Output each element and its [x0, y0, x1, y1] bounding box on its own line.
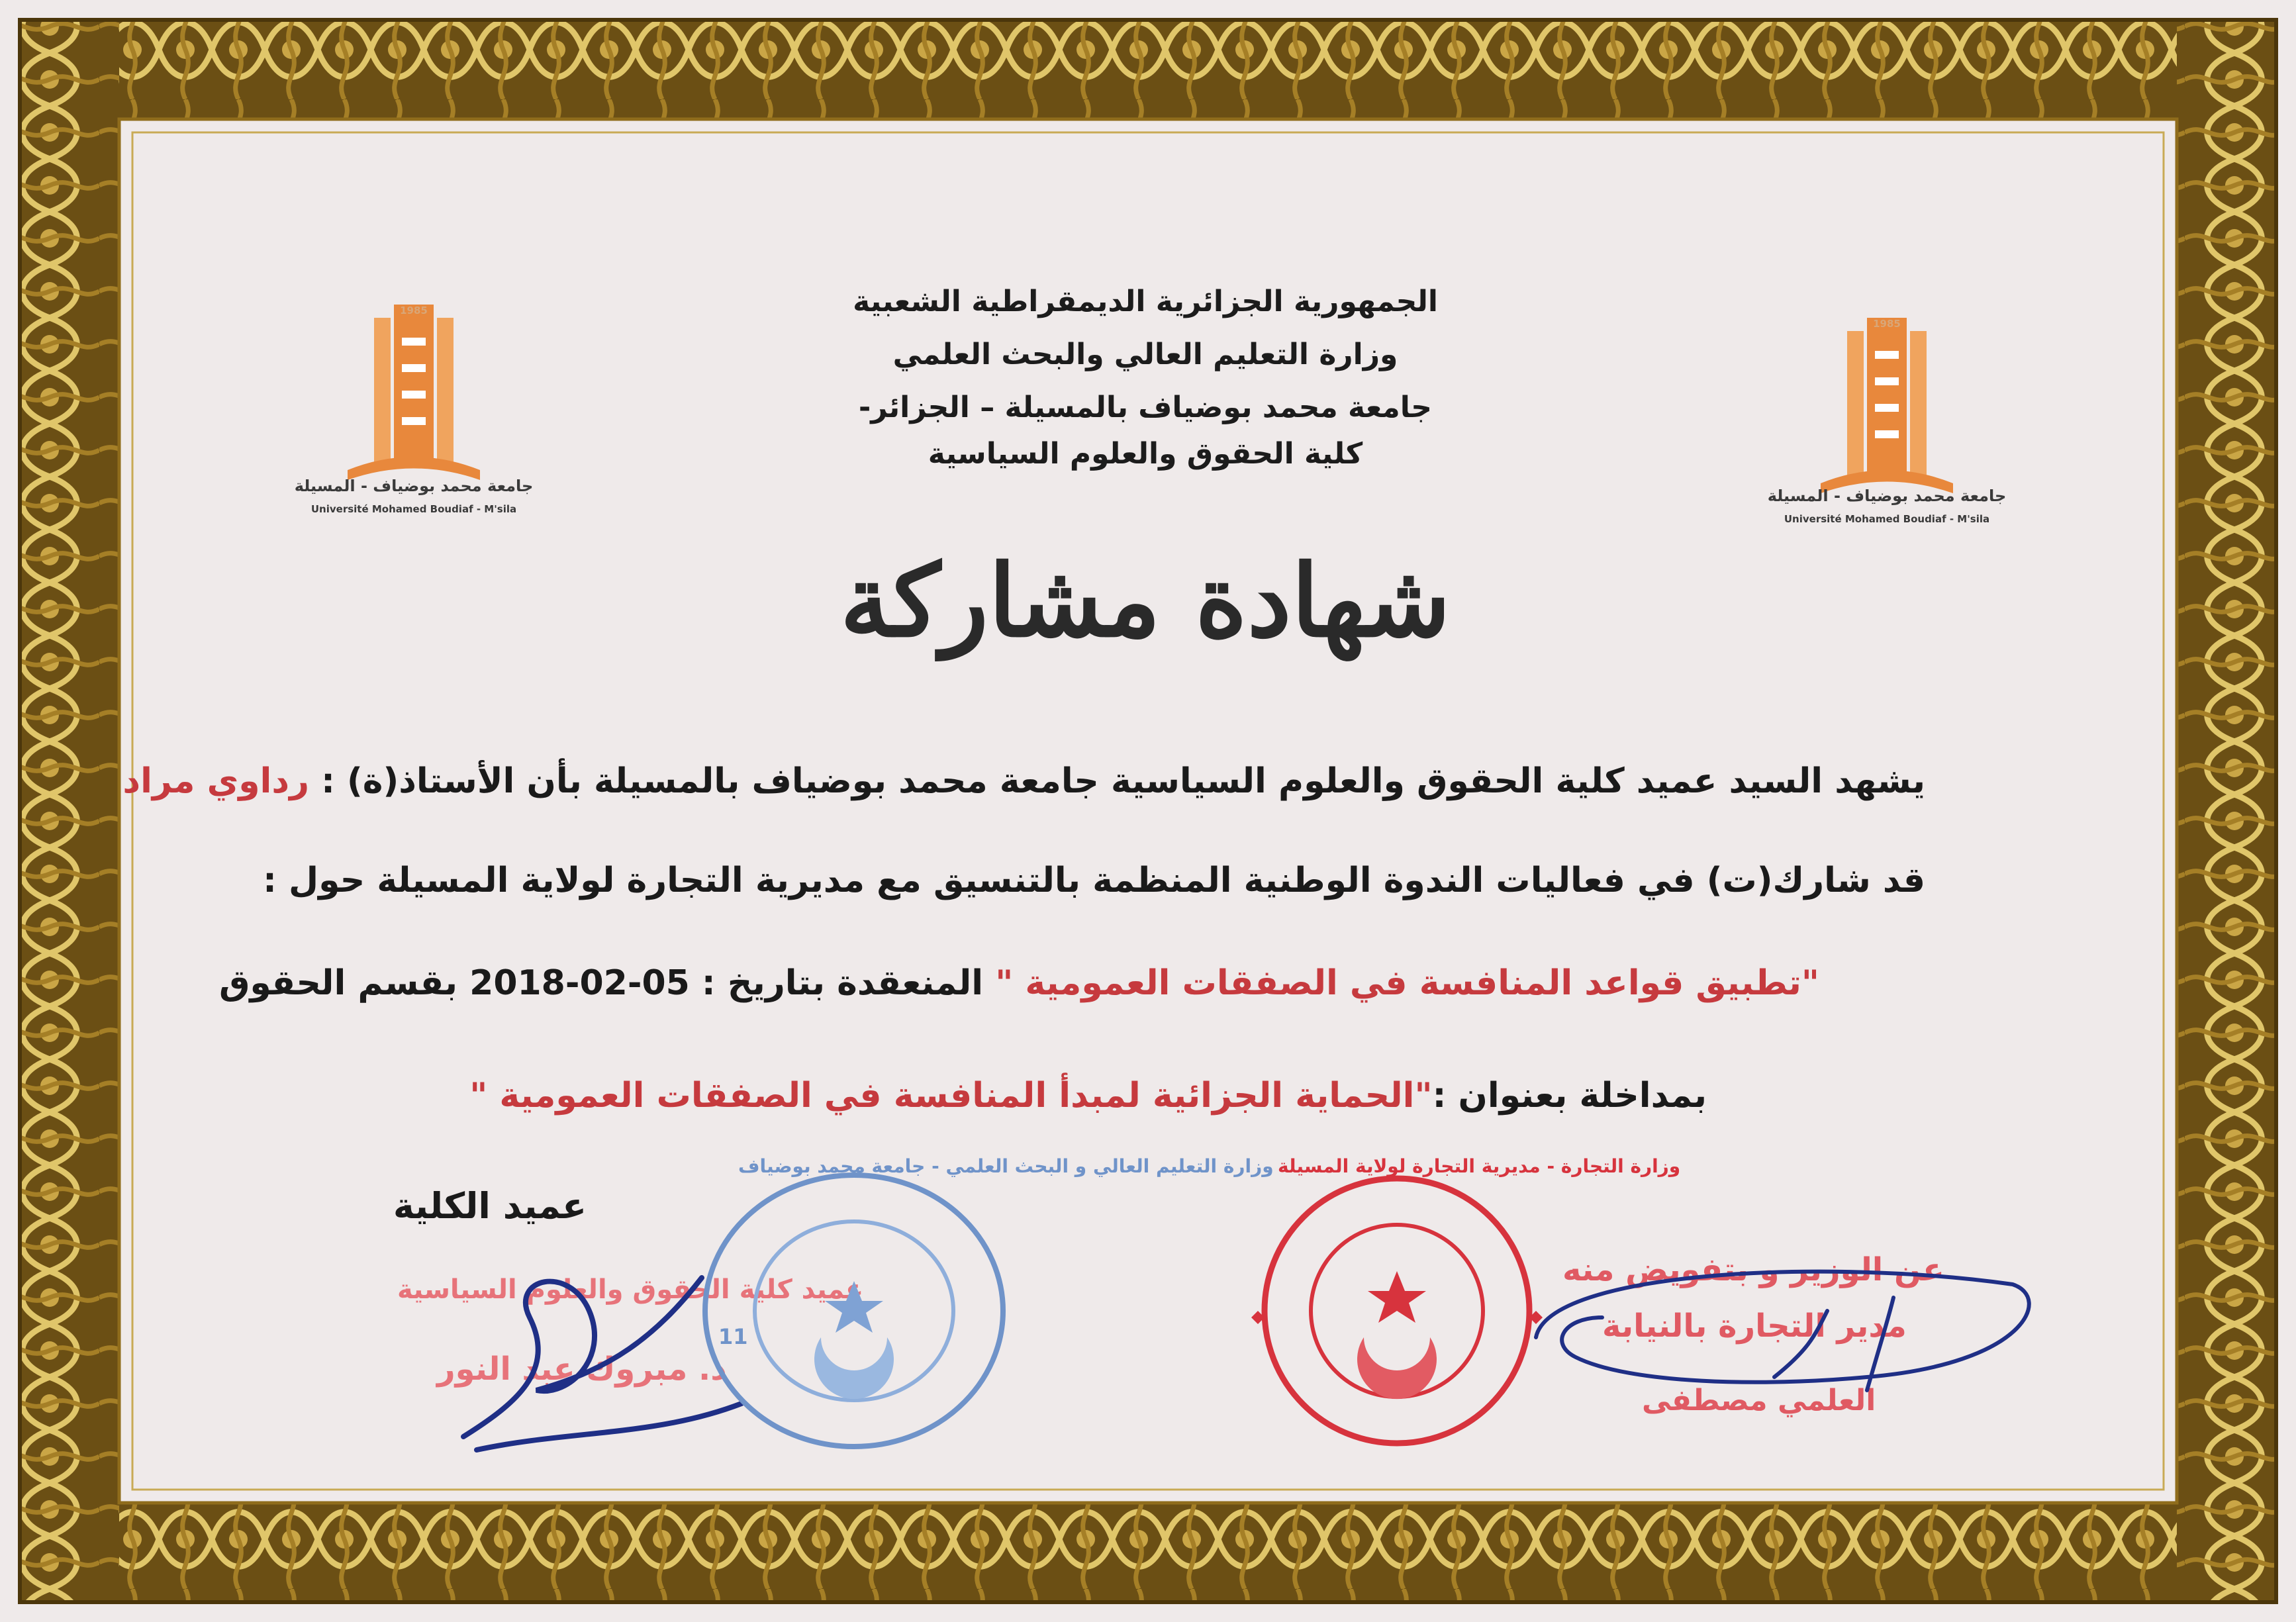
body-line-1 [122, 761, 1925, 801]
logo-name-fr-left: Université Mohamed Boudiaf - M'sila [311, 503, 517, 515]
minister-delegation: عن الوزير و بتفويض منه [1562, 1251, 1944, 1288]
header-republic: الجمهورية الجزائرية الديمقراطية الشعبية [853, 285, 1438, 318]
logo-name-fr-right: Université Mohamed Boudiaf - M'sila [1784, 513, 1990, 525]
body-line-4 [118, 1076, 1707, 1116]
header-faculty: كلية الحقوق والعلوم السياسية [928, 437, 1363, 471]
logo-year-left: 1985 [400, 305, 428, 316]
body-line-2: قد شارك(ت) في فعاليات الندوة الوطنية المنظمة بالتنسيق مع مديرية التجارة لولاية المسيلة حول : [263, 861, 1925, 900]
logo-name-ar-left: جامعة محمد بوضياف - المسيلة [294, 477, 534, 495]
minister-name: العلمي مصطفى [1642, 1384, 1876, 1417]
participant-name: رداوي مراد [122, 761, 310, 801]
university-seal-number: 11 [718, 1324, 748, 1349]
header-ministry: وزارة التعليم العالي والبحث العلمي [892, 338, 1398, 371]
certificate-title: شهادة مشاركة [839, 543, 1451, 659]
dean-stamp-name: د. مبروك عبد النور [437, 1351, 727, 1388]
logo-name-ar-right: جامعة محمد بوضياف - المسيلة [1767, 487, 2007, 505]
university-seal-text: وزارة التعليم العالي و البحث العلمي - جامعة محمد بوضياف [738, 1155, 1274, 1177]
university-seal [689, 1165, 1020, 1456]
seminar-date-text: المنعقدة بتاريخ : 05-02-2018 بقسم الحقوق [218, 963, 996, 1003]
intervention-label: بمداخلة بعنوان : [1432, 1076, 1707, 1116]
dean-title: عميد الكلية [393, 1185, 587, 1227]
intervention-title: "الحماية الجزائية لمبدأ المنافسة في الصفقات العمومية " [469, 1076, 1433, 1116]
ministry-seal-text: وزارة التجارة - مديرية التجارة لولاية المسيلة [1278, 1155, 1681, 1177]
attestation-text: يشهد السيد عميد كلية الحقوق والعلوم السياسية جامعة محمد بوضياف بالمسيلة بأن الأستاذ(ة) : [309, 761, 1925, 801]
header-university: جامعة محمد بوضياف بالمسيلة – الجزائر- [858, 391, 1433, 424]
seminar-title: "تطبيق قواعد المنافسة في الصفقات العمومية " [995, 963, 1819, 1003]
director-signature [1496, 1245, 2052, 1417]
dean-stamp-line: عميد كلية الحقوق والعلوم السياسية [397, 1274, 864, 1305]
logo-year-right: 1985 [1873, 318, 1901, 330]
body-line-3 [218, 963, 1819, 1003]
minister-acting-director: مدير التجارة بالنيابة [1602, 1308, 1907, 1345]
